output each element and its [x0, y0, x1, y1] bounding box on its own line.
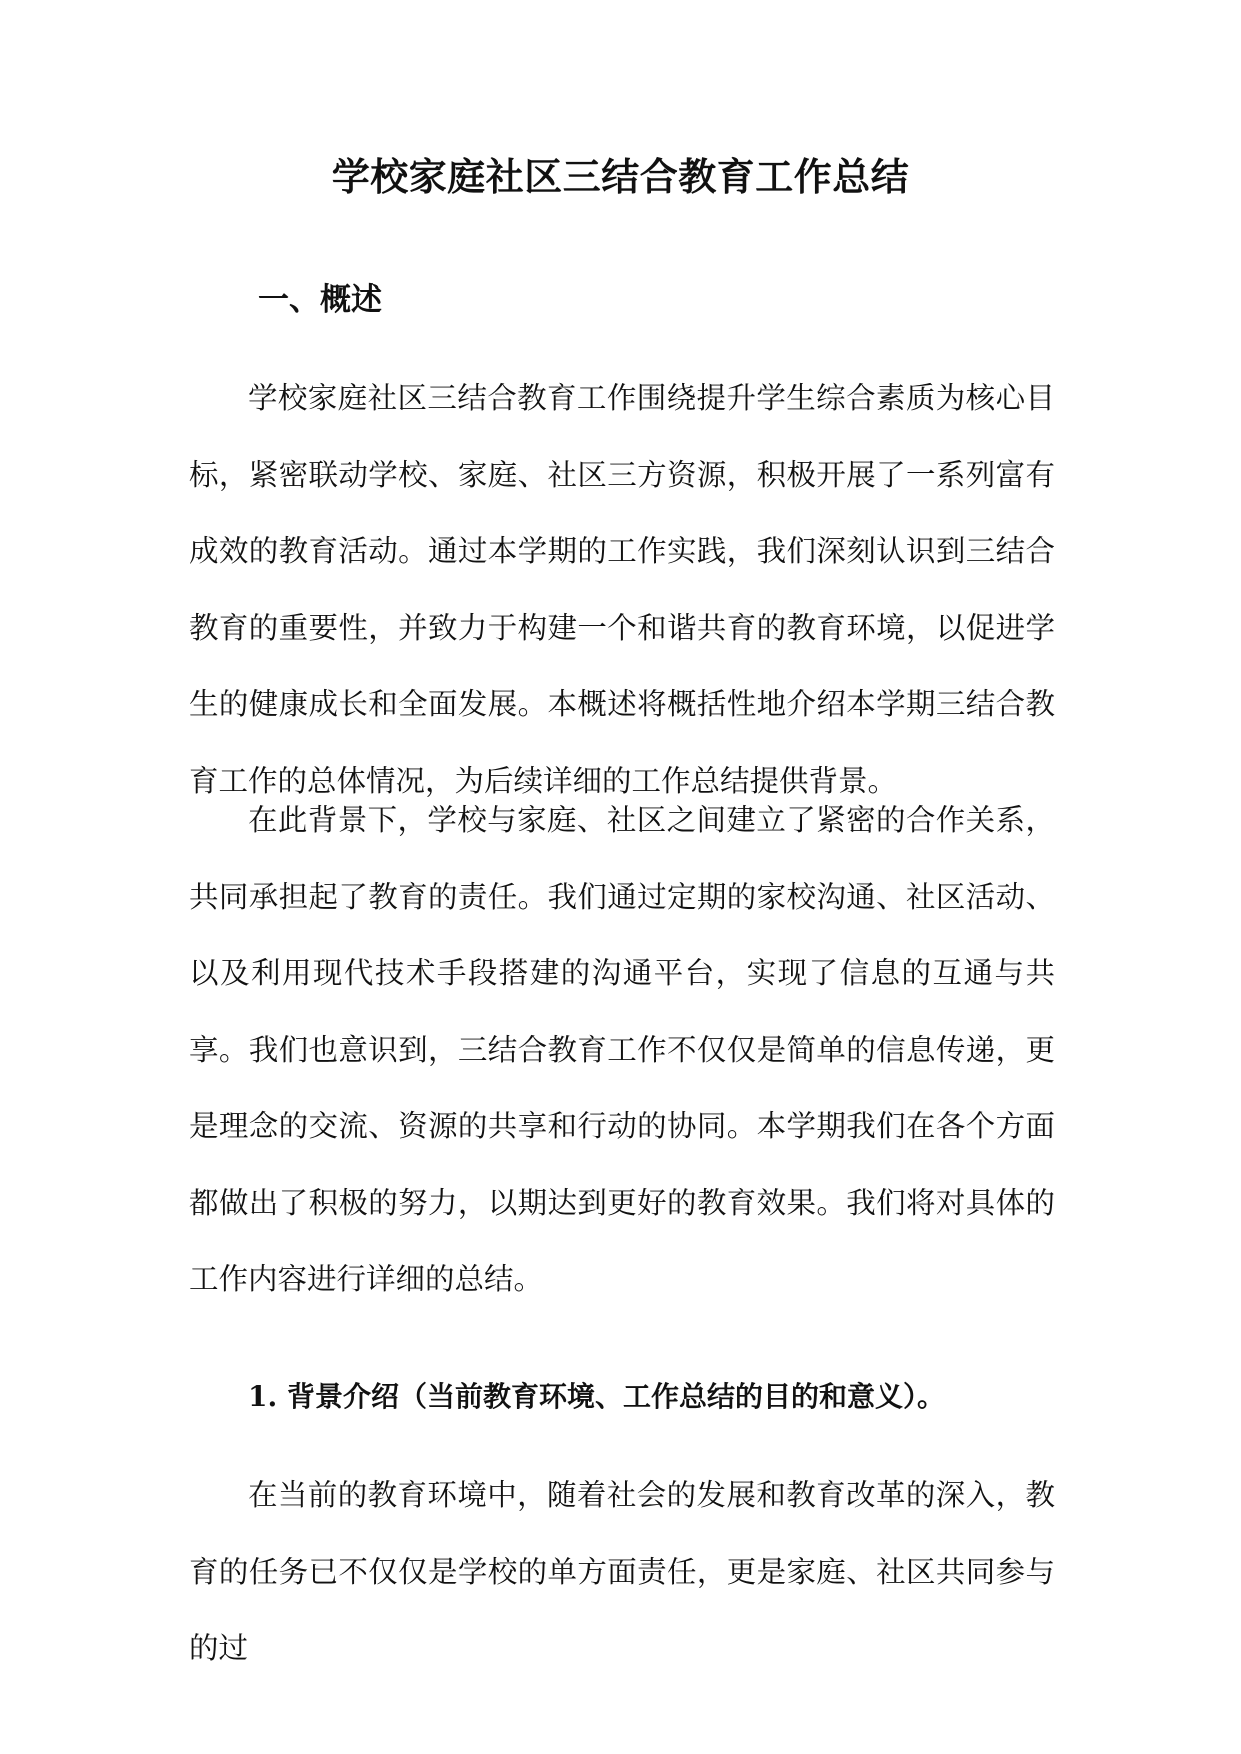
section-heading-overview: 一、概述 — [258, 282, 382, 318]
paragraph-overview-2: 在此背景下，学校与家庭、社区之间建立了紧密的合作关系，共同承担起了教育的责任。我们通过定期的家校沟通、社区活动、以及利用现代技术手段搭建的沟通平台，实现了信息的互通与共享。我们也意识到，三结合教育工作不仅仅是简单的信息传递，更是理念的交流、资源的共享和行动的协同。本学期我们在各个方面都做出了积极的努力，以期达到更好的教育效果。我们将对具体的工作内容进行详细的总结。 — [189, 803, 1055, 1296]
document-title: 学校家庭社区三结合教育工作总结 — [331, 154, 910, 199]
paragraph-overview-1: 学校家庭社区三结合教育工作围绕提升学生综合素质为核心目标，紧密联动学校、家庭、社区三方资源，积极开展了一系列富有成效的教育活动。通过本学期的工作实践，我们深刻认识到三结合教育的重要性，并致力于构建一个和谐共育的教育环境，以促进学生的健康成长和全面发展。本概述将概括性地介绍本学期三结合教育工作的总体情况，为后续详细的工作总结提供背景。 — [189, 381, 1055, 798]
paragraph-background-1: 在当前的教育环境中，随着社会的发展和教育改革的深入，教育的任务已不仅仅是学校的单方面责任，更是家庭、社区共同参与的过 — [189, 1478, 1055, 1665]
subsection-heading-background: 1. 背景介绍（当前教育环境、工作总结的目的和意义）。 — [248, 1380, 945, 1413]
